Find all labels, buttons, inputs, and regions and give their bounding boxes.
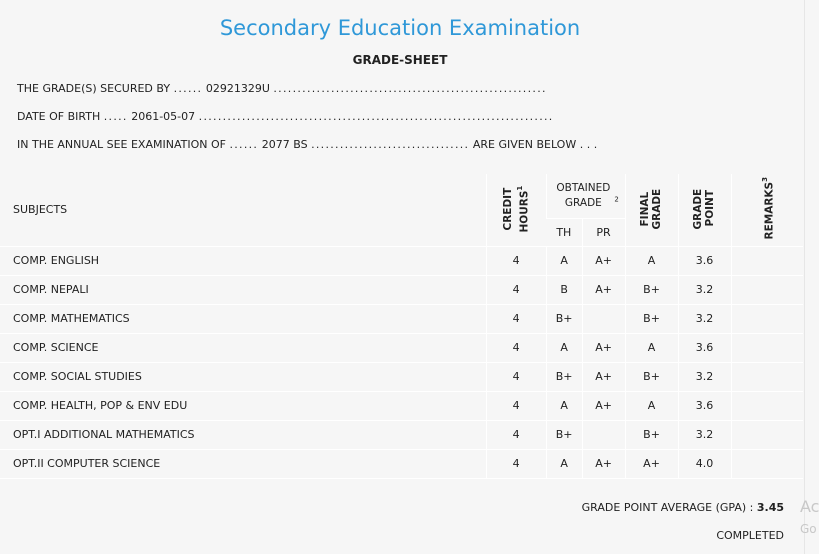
header-grade-point: GRADE POINT [678,174,731,246]
grade-point-cell: 3.2 [678,420,731,449]
pr-grade-cell: A+ [582,391,625,420]
th-grade-cell: A [546,391,582,420]
final-grade-cell: A [625,246,678,275]
header-credit-hours: CREDIT HOURS$^1$ [486,174,546,246]
dob-label: DATE OF BIRTH [17,110,101,123]
exam-year: 2077 BS [261,138,308,151]
table-row [0,333,803,362]
table-row [0,449,803,478]
subject-cell: COMP. SCIENCE [0,333,486,362]
credit-cell: 4 [486,333,546,362]
dots: ......................................................... [273,82,547,95]
page-title: Secondary Education Examination [219,16,581,40]
dob-line [17,110,554,123]
activation-watermark-sub: Go [800,522,817,536]
exam-tail: ARE GIVEN BELOW . . . [472,138,598,151]
credit-cell: 4 [486,391,546,420]
credit-cell: 4 [486,420,546,449]
pr-grade-cell: A+ [582,333,625,362]
remarks-cell [731,449,803,478]
subject-cell: OPT.I ADDITIONAL MATHEMATICS [0,420,486,449]
grade-sheet-heading: GRADE-SHEET [352,53,448,67]
dots: ...... [173,82,203,95]
th-grade-cell: B [546,275,582,304]
table-row [0,391,803,420]
grade-point-cell: 3.2 [678,304,731,333]
th-grade-cell: B+ [546,362,582,391]
grade-point-cell: 3.2 [678,275,731,304]
subject-cell: COMP. SOCIAL STUDIES [0,362,486,391]
pr-grade-cell: A+ [582,275,625,304]
credit-cell: 4 [486,246,546,275]
header-th: TH [546,218,582,246]
remarks-cell [731,246,803,275]
gpa-label: GRADE POINT AVERAGE (GPA) : [581,501,754,514]
header-final-grade: FINAL GRADE [625,174,678,246]
remarks-cell [731,420,803,449]
pr-grade-cell: A+ [582,362,625,391]
th-grade-cell: A [546,449,582,478]
final-grade-cell: B+ [625,304,678,333]
final-grade-cell: A [625,391,678,420]
remarks-cell [731,362,803,391]
activation-watermark: Ac [800,497,819,516]
pr-grade-cell: A+ [582,246,625,275]
grade-point-cell: 4.0 [678,449,731,478]
final-grade-cell: B+ [625,275,678,304]
pr-grade-cell [582,304,625,333]
remarks-cell [731,333,803,362]
header-remarks: REMARKS$^3$ [731,174,803,246]
subject-cell: COMP. NEPALI [0,275,486,304]
th-grade-cell: A [546,333,582,362]
exam-label: IN THE ANNUAL SEE EXAMINATION OF [17,138,226,151]
final-grade-cell: B+ [625,362,678,391]
remarks-cell [731,275,803,304]
grade-point-cell: 3.6 [678,333,731,362]
dots: ...... [229,138,259,151]
secured-by-label: THE GRADE(S) SECURED BY [17,82,171,95]
status-value: COMPLETED [716,529,784,542]
subject-cell: OPT.II COMPUTER SCIENCE [0,449,486,478]
th-grade-cell: B+ [546,304,582,333]
final-grade-cell: B+ [625,420,678,449]
gpa-value: 3.45 [756,501,784,514]
header-subjects: SUBJECTS [0,174,486,246]
gpa-line [582,501,784,514]
secured-by-line [17,82,547,95]
th-grade-cell: A [546,246,582,275]
header-obtained-grade: OBTAINED GRADE $^2$ [546,174,625,218]
credit-cell: 4 [486,362,546,391]
subject-cell: COMP. MATHEMATICS [0,304,486,333]
subject-cell: COMP. ENGLISH [0,246,486,275]
th-grade-cell: B+ [546,420,582,449]
final-grade-cell: A [625,333,678,362]
dots: .......................................................................... [198,110,554,123]
table-row [0,275,803,304]
dob-value: 2061-05-07 [131,110,196,123]
header-pr: PR [582,218,625,246]
credit-cell: 4 [486,449,546,478]
table-row [0,420,803,449]
remarks-cell [731,391,803,420]
table-row [0,304,803,333]
pr-grade-cell: A+ [582,449,625,478]
grade-point-cell: 3.6 [678,246,731,275]
credit-cell: 4 [486,275,546,304]
dots: ..... [103,110,128,123]
grade-point-cell: 3.6 [678,391,731,420]
grade-point-cell: 3.2 [678,362,731,391]
remarks-cell [731,304,803,333]
table-row [0,246,803,275]
dots: ................................. [311,138,470,151]
subject-cell: COMP. HEALTH, POP & ENV EDU [0,391,486,420]
symbol-number: 02921329U [205,82,270,95]
table-row [0,362,803,391]
pr-grade-cell [582,420,625,449]
exam-line [17,138,597,151]
credit-cell: 4 [486,304,546,333]
final-grade-cell: A+ [625,449,678,478]
status-line [716,529,784,542]
grades-table [0,174,803,479]
